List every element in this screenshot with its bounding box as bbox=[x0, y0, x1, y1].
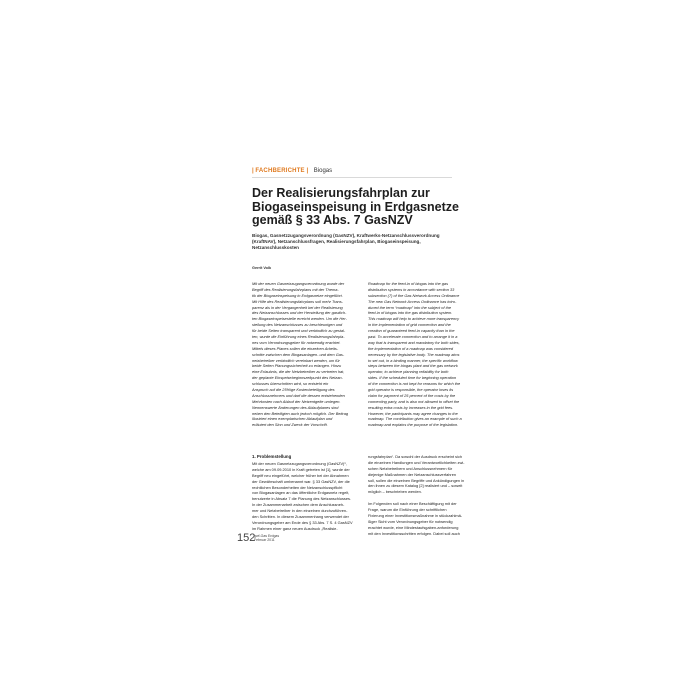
text-line: netzbetreiber verbindlich vereinbart werden, um für bbox=[252, 357, 340, 363]
text-line: resulting extra costs by increases in the grid fees. bbox=[368, 404, 454, 410]
text-line: der geplante Einspeisebeginnszeitpunkt des Netzan- bbox=[252, 375, 343, 381]
text-line: der Gewährschaft umbenannt war. § 33 GasNZV, der die bbox=[252, 478, 350, 484]
text-line: den ihnen zu diesem Katalog [2] realisiert und – soweit bbox=[368, 483, 463, 489]
text-line: steps between the biogas plant and the gas network bbox=[368, 363, 458, 369]
text-line: erläutert den Sinn und Zweck der Vorschrift. bbox=[252, 422, 328, 428]
text-line: welche am 09.09.2010 in Kraft getreten ist [1], wurde der bbox=[252, 466, 350, 472]
text-line: way that is transparent and mandatory for both sides, bbox=[368, 339, 460, 345]
text-line: von Biogasanlagen an das öffentliche Erdgasnetz regelt, bbox=[252, 490, 350, 496]
text-line: rungsfahrplan“. Da sowohl der Ausdruck erscheint sich bbox=[368, 454, 463, 459]
text-line: Begriff neu eingeführt, welcher früher bei der Abnahmen bbox=[252, 472, 349, 478]
text-line: rechtlichen Besonderheiten der Netzanschlusspflicht bbox=[252, 484, 343, 490]
text-line: connecting party, and is also not allowed to offset the bbox=[368, 398, 460, 404]
text-line: diejenige Maßnahmen der Netzanschlussverfahren bbox=[368, 471, 457, 477]
keywords: Biogas, Gasnetzzugangsverordnung (GasNZV), Kraftwerks-Netzanschlussverordnung (KraftNAV), Netzanschlussfragen, Realisierungsfahrplan, Biogaseinspeisung, Netzanschlusskosten bbox=[252, 233, 440, 251]
text-line: schritte zwischen dem Biogasanlagen- und dem Gas- bbox=[252, 351, 345, 357]
text-line: die einzelnen Handlungen und Verantwortlichkeiten zwi- bbox=[368, 459, 465, 465]
text-line: schen Netzbetreibern und Anschlussnehmern für bbox=[368, 465, 453, 471]
text-line: necessary by the legislative body. The roadmap aims bbox=[368, 351, 460, 357]
text-line: mer und Netzbetreiber in den einzelnen durchzuführen- bbox=[252, 508, 348, 514]
text-line: Mehrkosten nach Ablauf der Netzentgelte umlegen. bbox=[252, 398, 341, 404]
author: Gerrit Volk bbox=[252, 266, 272, 270]
abstract-german bbox=[252, 281, 357, 428]
text-line: den Schritten. In diesem Zusammenhang verwendet der bbox=[252, 514, 349, 520]
title-line: Der Realisierungsfahrplan zur bbox=[252, 186, 430, 200]
journal-footer bbox=[254, 534, 279, 542]
text-line: Mit der neuen Gasnetzzugangsverordnung wurde der bbox=[252, 281, 345, 286]
text-line: im Rahmen einer ganz neuen Ausdruck „Realisie- bbox=[252, 525, 338, 531]
text-line: Anschlussnehmers und darf die dessen entstehenden bbox=[252, 392, 345, 398]
text-line: illustriert einen exemplarischen Ablaufplan und bbox=[252, 416, 333, 422]
text-line: This roadmap will help to achieve more transparency bbox=[368, 316, 460, 322]
text-line: Anspruch auf die 25%ige Kostenbeteiligung des bbox=[252, 387, 335, 393]
body-column-left bbox=[252, 454, 357, 532]
text-line: des Netzanschlusses und der Herstellung der gasdich- bbox=[252, 310, 347, 316]
text-line: ßiger Sicht vom Verordnungsgeber für notwendig bbox=[368, 518, 453, 524]
text-line: eine Erlaubnis, die der Netzbetreiber zu vertreten hat, bbox=[252, 369, 345, 375]
text-line: sides. If the scheduled time for beginning operation bbox=[368, 375, 457, 381]
text-line: claim for payment of 25 percent of the costs by the bbox=[368, 392, 456, 398]
footer-journal: gwf-Gas Erdgas bbox=[254, 534, 280, 538]
text-line: möglich – beschrieben werden. bbox=[368, 489, 422, 495]
text-line: feed-in of biogas into the gas distribution system. bbox=[368, 310, 453, 316]
title-line: Biogaseinspeisung in Erdgasnetze bbox=[252, 199, 459, 214]
text-line: mit den Investitionsschritten erfolgen. Dabei soll auch bbox=[368, 530, 460, 536]
header-bar: | bbox=[252, 168, 254, 174]
page-number: 152 bbox=[237, 532, 256, 544]
text-line: erachtet wurde, eine Mindestaufsgaben-anforderung bbox=[368, 524, 459, 530]
text-line: schlusses überschritten wird, so entsteht ein bbox=[252, 381, 329, 387]
text-line: creation of guaranteed feed-in capacity than in the bbox=[368, 328, 455, 334]
text-line: However, the participants may agree changes to the bbox=[368, 410, 458, 416]
text-line: soll, sollen die einzelnen Begriffe und Ankündigungen in bbox=[368, 477, 465, 483]
header-rule bbox=[252, 177, 452, 178]
text-line: in the implementation of grid connection and the bbox=[368, 322, 451, 328]
header-divider: | bbox=[306, 168, 309, 174]
footer-date: Februar 2011 bbox=[254, 538, 275, 542]
text-line: benutzerte in Absatz 7 die Planung des Netzanschlusses. bbox=[252, 496, 352, 502]
text-line: to set out, in a binding manner, the specific workflow bbox=[368, 357, 458, 363]
text-line: Frage, warum die Einführung der schriftlichen bbox=[368, 507, 447, 513]
text-line: Mit Hilfe des Realisierungsfahrplans soll mehr Trans- bbox=[252, 298, 343, 304]
text-line: of the connection is not kept for reasons for which the bbox=[368, 381, 461, 387]
text-line: duced the term “roadmap” into the subject of the bbox=[368, 304, 452, 310]
text-line: Im Folgenden soll nach einer Beschäftigung mit der bbox=[368, 501, 457, 507]
text-line: Begriff des Realisierungsfahrplans mit der Thema- bbox=[252, 286, 339, 292]
title-line: gemäß § 33 Abs. 7 GasNZV bbox=[252, 213, 413, 227]
text-line: parenz als in der Vergangenheit bei der Realisierung bbox=[252, 304, 343, 310]
text-line: Verordnungsgeber am Ende des § 33 Abs. 7 S. 4 GasNZV bbox=[252, 519, 353, 525]
text-line: Mit der neuen Gasnetzzugangsverordnung (GasNZV)¹, bbox=[252, 461, 347, 466]
text-line: The new Gas Network Access Ordinance has intro- bbox=[368, 298, 457, 304]
text-line: the implementation of a roadmap was considered bbox=[368, 345, 453, 351]
text-line: roadmap and explains the purpose of the legislation. bbox=[368, 422, 459, 428]
text-line: In der Zusammenarbeit zwischen dem Anschlussneh- bbox=[252, 502, 345, 508]
text-line: Roadmap for the feed-in of biogas into the gas bbox=[368, 281, 449, 286]
abstract-english bbox=[368, 281, 473, 428]
text-line: beide Seiten Planungssicherheit zu erlangen. Hinzu bbox=[252, 363, 342, 369]
article-title bbox=[252, 187, 492, 228]
text-line: für beide Seiten transparent und verbindlich zu gestal- bbox=[252, 328, 346, 334]
text-line: roadmap. The contribution gives an example of such a bbox=[368, 416, 462, 422]
text-line: ten, wurde die Einführung eines Realisierungsfahrpla- bbox=[252, 334, 345, 340]
text-line: distribution systems in accordance with section 33 bbox=[368, 286, 455, 292]
text-line: subsection (7) of the Gas Network Access Ordinance bbox=[368, 292, 460, 298]
body-column-right bbox=[368, 454, 473, 536]
text-line: stellung des Netzanschlusses zu beschleunigen und bbox=[252, 322, 343, 328]
text-line: Mittels dieses Planes sollen die einzelnen Arbeits- bbox=[252, 345, 339, 351]
text-line: past. To accelerate connection and to arrange it in a bbox=[368, 334, 458, 340]
text-line: grid operator is responsible, the operator loses its bbox=[368, 387, 454, 393]
text-line: ten Biogaseinspeisestelle erreicht werden. Um die Her- bbox=[252, 316, 347, 322]
section-label: FACHBERICHTE bbox=[255, 168, 305, 174]
text-line: operator, to achieve planning reliability for both bbox=[368, 369, 449, 375]
text-line: Nennenswerte Änderungen des Ablaufplanes sind bbox=[252, 404, 339, 410]
text-line: nes vom Verordnungsgeber für notwendig erachtet. bbox=[252, 339, 341, 345]
section-heading: 1. Problemstellung bbox=[252, 454, 292, 459]
text-line: tik der Biogaseinspeisung in Erdgasnetze eingeführt. bbox=[252, 292, 343, 298]
text-line: Fixierung einer Investitionsmaßnahme in stückzahlmä- bbox=[368, 512, 463, 518]
topic-label: Biogas bbox=[313, 168, 333, 174]
text-line: neben den Beteiligten auch jedoch möglich. Der Beitrag bbox=[252, 410, 349, 416]
section-header bbox=[252, 168, 452, 175]
